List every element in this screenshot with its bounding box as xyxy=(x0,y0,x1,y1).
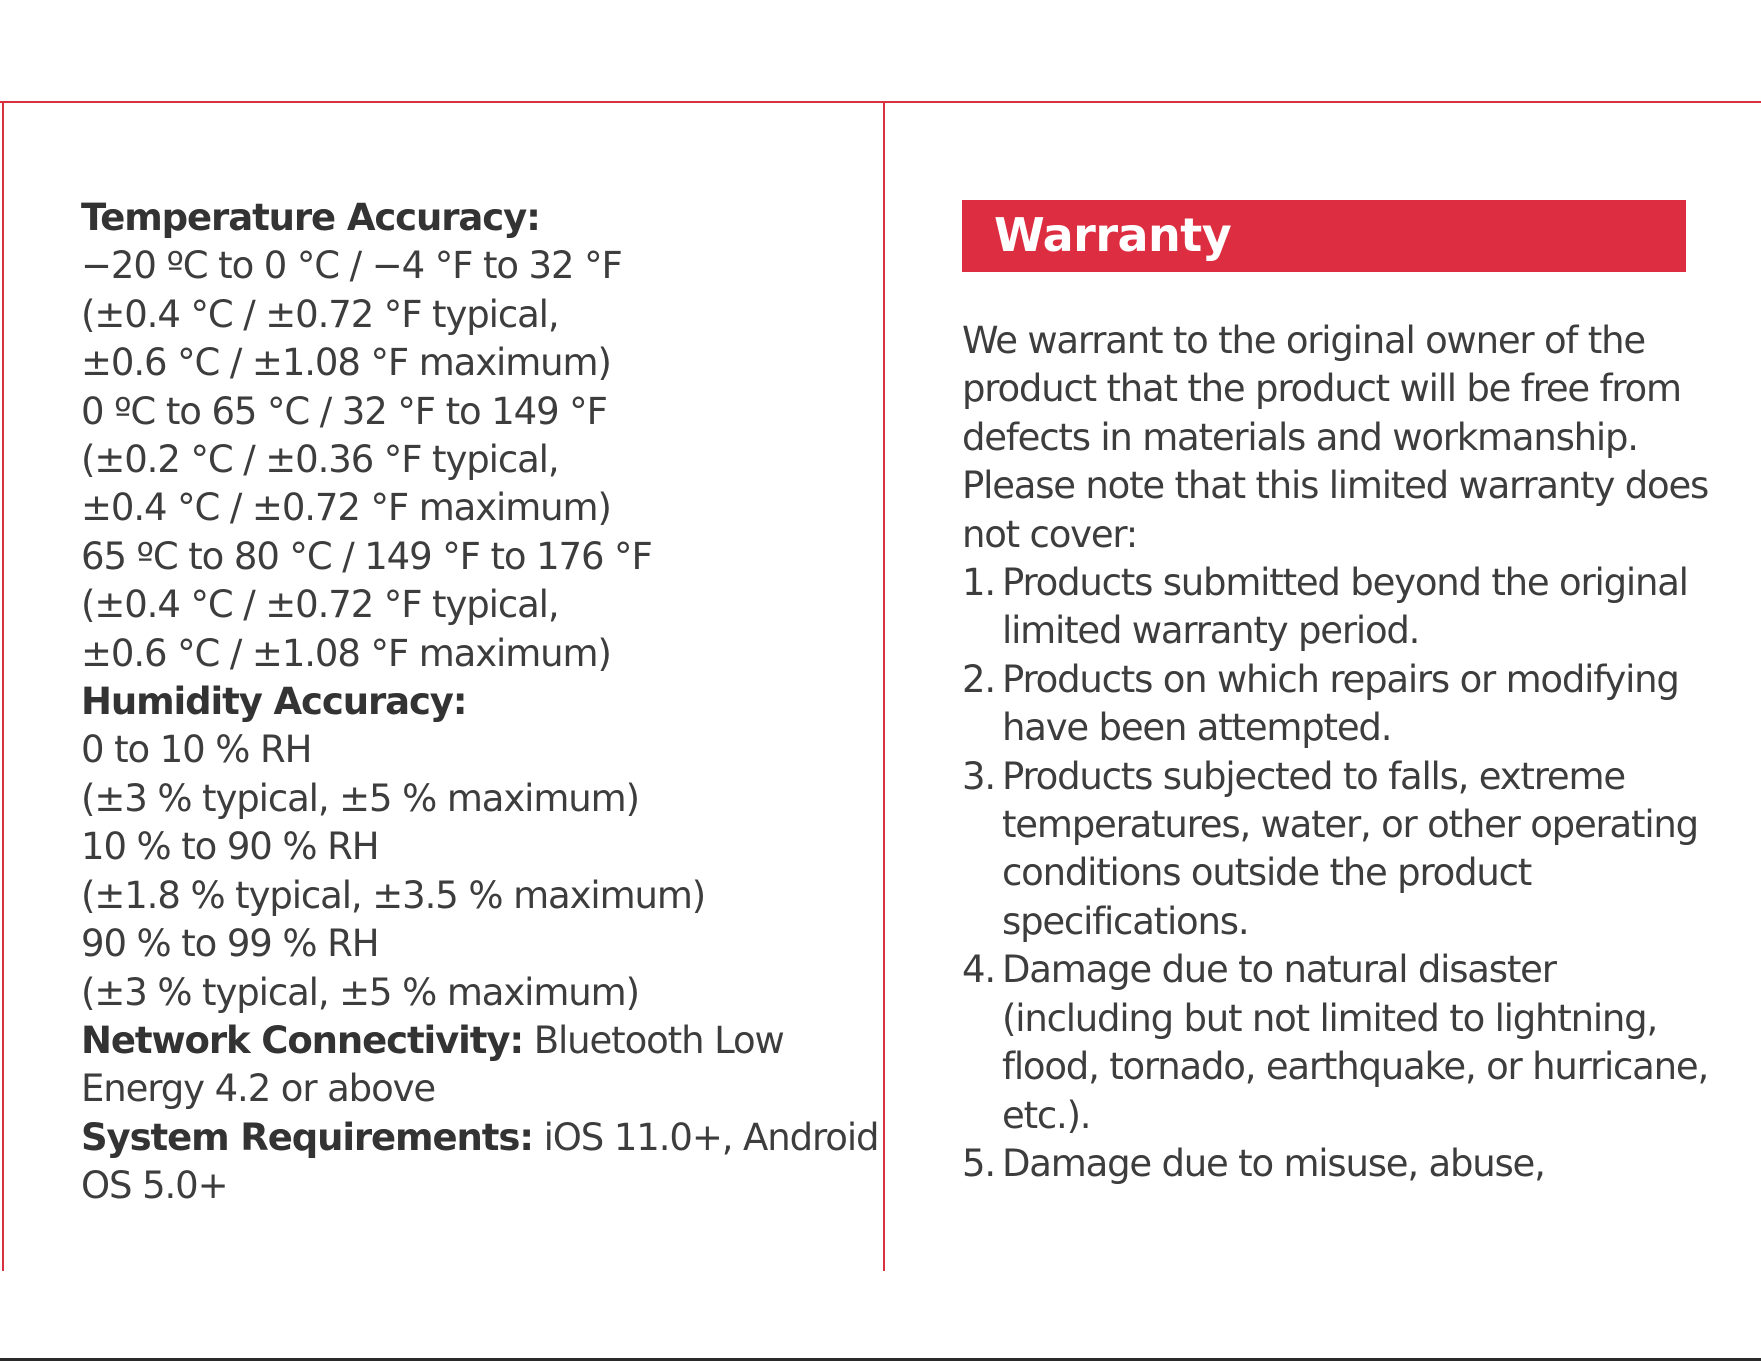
top-divider xyxy=(0,101,1761,103)
humidity-line: (±3 % typical, ±5 % maximum) xyxy=(81,776,639,820)
temperature-accuracy-heading: Temperature Accuracy: xyxy=(81,196,540,239)
humidity-line: (±3 % typical, ±5 % maximum) xyxy=(81,970,639,1014)
list-number: 2. xyxy=(962,657,995,701)
warranty-exclusion-item xyxy=(962,1140,1732,1188)
temp-line: −20 ºC to 0 °C / −4 °F to 32 °F xyxy=(81,244,622,288)
network-connectivity-label: Network Connectivity: xyxy=(81,1018,524,1062)
temp-line: (±0.2 °C / ±0.36 °F typical, xyxy=(81,438,559,482)
warranty-intro-line: product that the product will be free from xyxy=(962,367,1681,411)
list-item-line: Products on which repairs or modifying xyxy=(1002,657,1679,701)
list-item-line: Damage due to misuse, abuse, xyxy=(1002,1141,1545,1185)
network-connectivity-value-cont: Energy 4.2 or above xyxy=(81,1067,436,1111)
system-requirements-value-cont: OS 5.0+ xyxy=(81,1164,228,1208)
list-item-line: conditions outside the product xyxy=(1002,851,1532,895)
system-requirements-value: iOS 11.0+, Android xyxy=(532,1115,879,1159)
list-item-line: temperatures, water, or other operating xyxy=(1002,803,1698,847)
warranty-header-bar xyxy=(962,200,1686,272)
list-item-line: etc.). xyxy=(1002,1093,1091,1137)
humidity-line: (±1.8 % typical, ±3.5 % maximum) xyxy=(81,873,706,917)
warranty-title: Warranty xyxy=(994,208,1232,262)
list-item-line: have been attempted. xyxy=(1002,706,1392,750)
warranty-exclusion-item xyxy=(962,946,1732,1140)
temp-line: ±0.4 °C / ±0.72 °F maximum) xyxy=(81,486,611,530)
column-divider xyxy=(883,101,885,1271)
list-item-line: flood, tornado, earthquake, or hurricane, xyxy=(1002,1045,1709,1089)
list-item-line: Products submitted beyond the original xyxy=(1002,561,1688,605)
temp-line: (±0.4 °C / ±0.72 °F typical, xyxy=(81,292,559,336)
list-number: 4. xyxy=(962,948,995,992)
network-connectivity-row xyxy=(81,1017,861,1065)
list-item-line: Damage due to natural disaster xyxy=(1002,948,1556,992)
warranty-exclusion-item xyxy=(962,753,1732,947)
list-number: 5. xyxy=(962,1141,995,1185)
temp-line: ±0.6 °C / ±1.08 °F maximum) xyxy=(81,341,611,385)
warranty-exclusion-item xyxy=(962,656,1732,753)
humidity-line: 10 % to 90 % RH xyxy=(81,825,379,869)
system-requirements-label: System Requirements: xyxy=(81,1115,533,1159)
list-item-line: specifications. xyxy=(1002,899,1249,943)
warranty-intro-line: not cover: xyxy=(962,512,1138,556)
specifications-column xyxy=(81,194,879,1211)
list-number: 3. xyxy=(962,754,995,798)
temp-line: 0 ºC to 65 °C / 32 °F to 149 °F xyxy=(81,389,607,433)
humidity-line: 0 to 10 % RH xyxy=(81,728,312,772)
warranty-intro-line: Please note that this limited warranty does xyxy=(962,464,1709,508)
network-connectivity-value: Bluetooth Low xyxy=(523,1018,784,1062)
list-item-line: (including but not limited to lightning, xyxy=(1002,996,1658,1040)
temp-line: ±0.6 °C / ±1.08 °F maximum) xyxy=(81,631,611,675)
humidity-accuracy-heading: Humidity Accuracy: xyxy=(81,680,467,724)
warranty-intro-line: We warrant to the original owner of the xyxy=(962,319,1645,362)
warranty-exclusion-item xyxy=(962,559,1732,656)
warranty-intro-line: defects in materials and workmanship. xyxy=(962,415,1638,459)
warranty-column xyxy=(962,317,1732,1188)
temp-line: 65 ºC to 80 °C / 149 °F to 176 °F xyxy=(81,534,652,578)
left-border xyxy=(2,101,4,1271)
system-requirements-row xyxy=(81,1114,879,1162)
list-number: 1. xyxy=(962,561,995,605)
warranty-intro xyxy=(962,317,1732,559)
humidity-line: 90 % to 99 % RH xyxy=(81,922,379,966)
list-item-line: limited warranty period. xyxy=(1002,609,1420,653)
list-item-line: Products subjected to falls, extreme xyxy=(1002,754,1625,798)
temp-line: (±0.4 °C / ±0.72 °F typical, xyxy=(81,583,559,627)
